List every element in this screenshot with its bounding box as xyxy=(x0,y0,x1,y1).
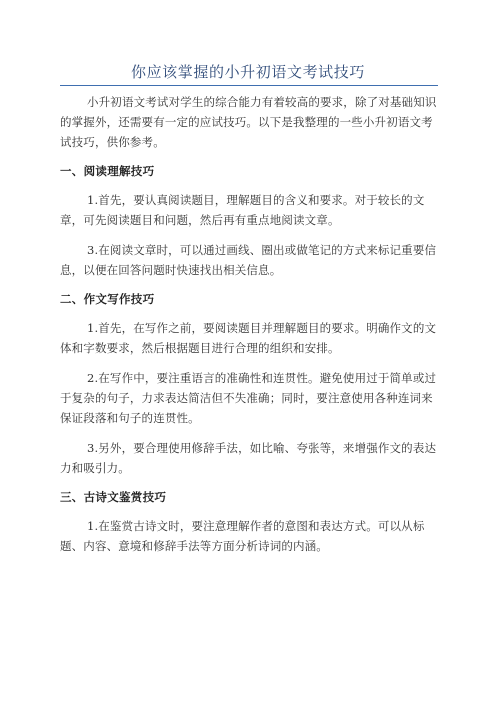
writing-tip-3: 3.另外，要合理使用修辞手法，如比喻、夸张等，来增强作文的表达力和吸引力。 xyxy=(60,441,437,475)
title-underline xyxy=(60,85,438,86)
writing-tip-1: 1.首先，在写作之前，要阅读题目并理解题目的要求。明确作文的文体和字数要求，然后根据题目进行合理的组织和安排。 xyxy=(60,321,437,355)
intro-paragraph: 小升初语文考试对学生的综合能力有着较高的要求，除了对基础知识的掌握外，还需要有一定的应试技巧。以下是我整理的一些小升初语文考试技巧，供你参考。 xyxy=(60,95,437,149)
document-body xyxy=(60,92,440,566)
section-heading-poetry: 三、古诗文鉴赏技巧 xyxy=(60,490,167,504)
document-title: 你应该掌握的小升初语文考试技巧 xyxy=(130,63,365,81)
reading-tip-3: 3.在阅读文章时，可以通过画线、圈出或做笔记的方式来标记重要信息，以便在回答问题时快速找出相关信息。 xyxy=(60,243,437,277)
section-heading-writing: 二、作文写作技巧 xyxy=(60,292,155,306)
writing-tip-2: 2.在写作中，要注重语言的准确性和连贯性。避免使用过于简单或过于复杂的句子，力求表达简洁但不失准确；同时，要注意使用各种连词来保证段落和句子的连贯性。 xyxy=(60,371,437,425)
reading-tip-1: 1.首先，要认真阅读题目，理解题目的含义和要求。对于较长的文章，可先阅读题目和问题，然后再有重点地阅读文章。 xyxy=(60,193,425,227)
poetry-tip-1: 1.在鉴赏古诗文时，要注意理解作者的意图和表达方式。可以从标题、内容、意境和修辞手法等方面分析诗词的内涵。 xyxy=(60,519,425,553)
section-heading-reading: 一、阅读理解技巧 xyxy=(60,164,155,178)
